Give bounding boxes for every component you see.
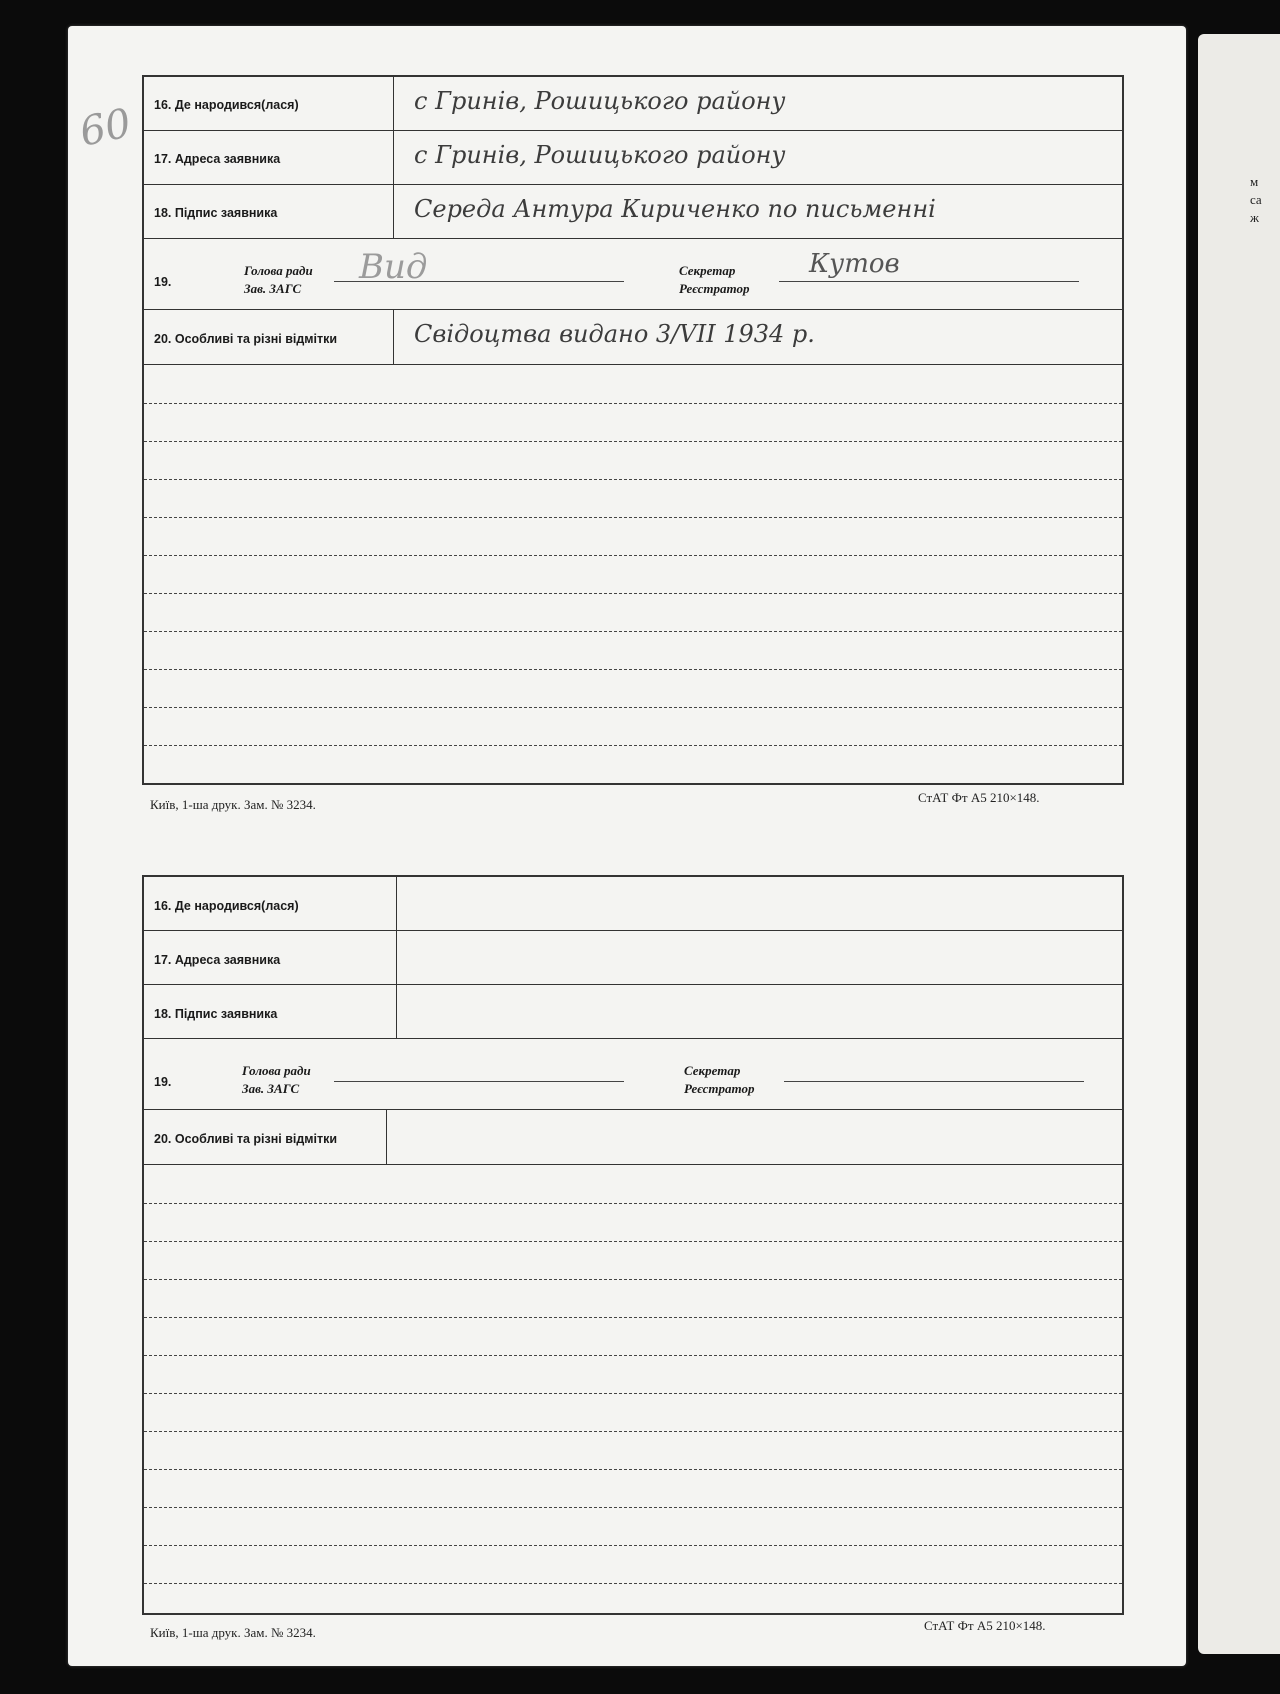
upper-form [142,75,1124,785]
field-special-notes [144,1110,1122,1165]
adjacent-page-fragment: ж [1250,210,1259,225]
field-birthplace [144,877,1122,931]
field-label: 17. Адреса заявника [154,953,281,967]
field-label: 18. Підпис заявника [154,206,278,220]
margin-handwritten-note: 60 [75,100,136,156]
lower-form [142,875,1124,1615]
field-applicant-signature [144,985,1122,1039]
field-label: 18. Підпис заявника [154,1007,278,1021]
row-number: 19. [154,1075,172,1089]
registrar-head-title: Зав. ЗАГС [244,281,302,296]
head-title: Голова ради [244,263,313,278]
registrar-title: Реєстратор [679,281,750,296]
row-number: 19. [154,275,172,289]
signatures-row [144,239,1122,310]
field-value-handwritten: Середа Антура Кириченко по письменнi [414,195,936,223]
head-title: Голова ради [242,1063,311,1078]
field-value-handwritten: Свідоцтва видано 3/VII 1934 р. [414,320,815,348]
field-label: 16. Де народився(лася) [154,899,299,913]
adjacent-page-fragment: са [1250,192,1262,207]
registrar-head-title: Зав. ЗАГС [242,1081,300,1096]
printer-imprint: Київ, 1-ша друк. Зам. № 3234. [150,1625,316,1640]
field-label: 17. Адреса заявника [154,152,281,166]
field-value-handwritten: с Гринів, Рошицького району [414,87,786,115]
head-signature: Вид [359,247,428,287]
field-value-handwritten: с Гринів, Рошицького району [414,141,786,169]
form-code: СтАТ Фт А5 210×148. [924,1618,1046,1633]
registrar-title: Реєстратор [684,1081,755,1096]
field-applicant-address [144,931,1122,985]
adjacent-page-edge [1198,34,1280,1654]
field-applicant-address [144,131,1122,185]
secretary-signature: Кутов [809,249,900,279]
signatures-row [144,1039,1122,1110]
form-code: СтАТ Фт А5 210×148. [918,790,1040,805]
field-applicant-signature [144,185,1122,239]
field-label: 16. Де народився(лася) [154,98,299,112]
adjacent-page-fragment: м [1250,174,1259,189]
secretary-title: Секретар [684,1063,741,1078]
field-special-notes [144,310,1122,365]
field-label: 20. Особливі та різні відмітки [154,1132,338,1146]
field-label: 20. Особливі та різні відмітки [154,332,338,346]
printer-imprint: Київ, 1-ша друк. Зам. № 3234. [150,797,316,812]
secretary-title: Секретар [679,263,736,278]
field-birthplace [144,77,1122,131]
